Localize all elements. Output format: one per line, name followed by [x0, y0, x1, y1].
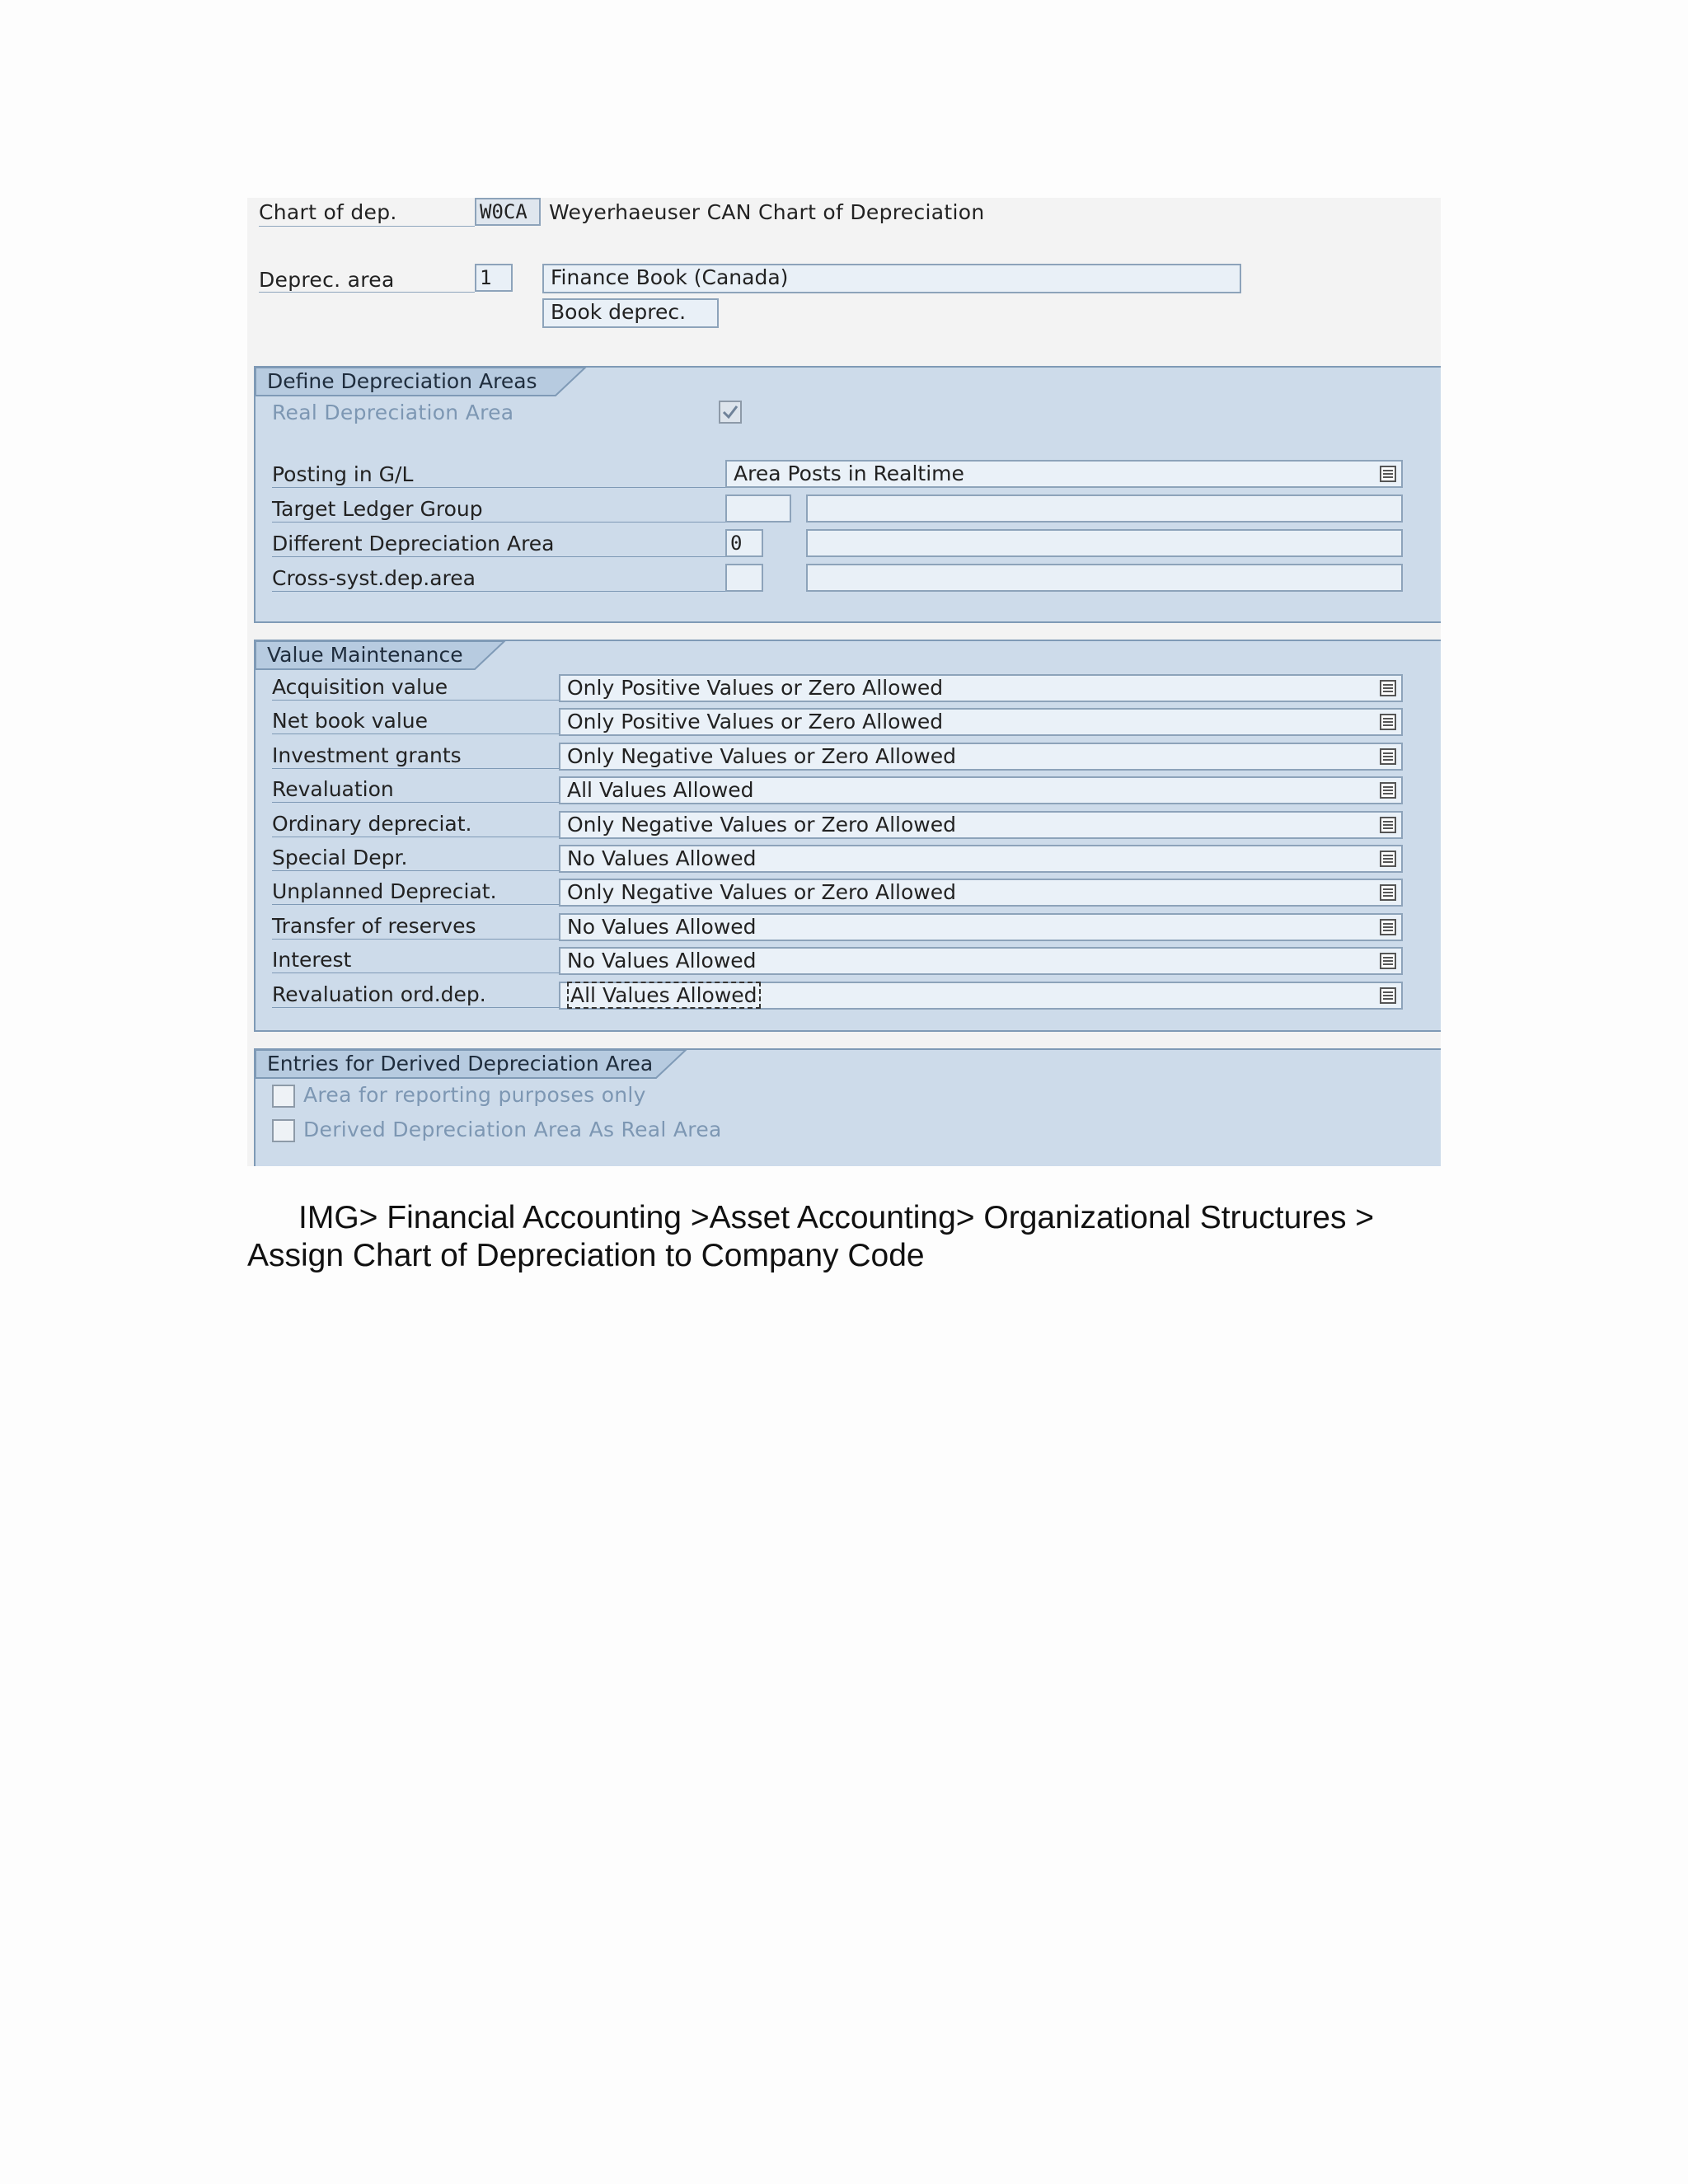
value-maintenance-value: Only Positive Values or Zero Allowed	[567, 710, 944, 733]
define-depreciation-areas-tab	[256, 368, 537, 396]
dropdown-list-icon[interactable]	[1380, 817, 1396, 833]
value-maintenance-value: Only Negative Values or Zero Allowed	[567, 813, 956, 837]
value-maintenance-row-label: Acquisition value	[272, 669, 569, 701]
dropdown-list-icon[interactable]	[1380, 851, 1396, 867]
dropdown-list-icon[interactable]	[1380, 680, 1396, 696]
derived-as-real-area-label: Derived Depreciation Area As Real Area	[303, 1118, 722, 1141]
derived-depreciation-area-group	[254, 1048, 1441, 1166]
value-maintenance-value: Only Positive Values or Zero Allowed	[567, 676, 944, 700]
chart-name-text: Weyerhaeuser CAN Chart of Depreciation	[549, 200, 985, 224]
sap-screen	[247, 198, 1441, 1166]
value-maintenance-row-label: Net book value	[272, 703, 569, 734]
derived-as-real-area-checkbox[interactable]	[272, 1119, 295, 1142]
value-maintenance-title: Value Maintenance	[267, 643, 463, 667]
value-maintenance-value: Only Negative Values or Zero Allowed	[567, 744, 956, 768]
value-maintenance-dropdown[interactable]	[559, 776, 1403, 804]
value-maintenance-row-label: Transfer of reserves	[272, 908, 569, 940]
target-ledger-group-label: Target Ledger Group	[272, 491, 734, 523]
posting-in-gl-dropdown[interactable]	[725, 460, 1403, 488]
different-depreciation-area-label: Different Depreciation Area	[272, 526, 734, 557]
value-maintenance-row-label: Interest	[272, 942, 569, 973]
value-maintenance-row-label: Revaluation	[272, 771, 569, 803]
value-maintenance-value: No Values Allowed	[567, 846, 757, 870]
value-maintenance-dropdown[interactable]	[559, 913, 1403, 941]
value-maintenance-value: All Values Allowed	[567, 982, 761, 1009]
dropdown-list-icon[interactable]	[1380, 987, 1396, 1004]
img-path-caption	[247, 1199, 1451, 1275]
chart-of-dep-label: Chart of dep.	[259, 198, 475, 227]
different-depreciation-area-desc	[806, 529, 1403, 557]
value-maintenance-dropdown[interactable]	[559, 743, 1403, 771]
dropdown-list-icon[interactable]	[1380, 782, 1396, 799]
dropdown-list-icon[interactable]	[1380, 953, 1396, 969]
define-depreciation-areas-group	[254, 366, 1441, 623]
deprec-area-label: Deprec. area	[259, 264, 475, 293]
cross-syst-dep-area-label: Cross-syst.dep.area	[272, 560, 734, 592]
value-maintenance-row-label: Revaluation ord.dep.	[272, 977, 569, 1008]
posting-in-gl-label: Posting in G/L	[272, 457, 734, 488]
value-maintenance-dropdown[interactable]	[559, 845, 1403, 873]
target-ledger-group-field[interactable]	[725, 494, 791, 523]
cross-syst-dep-area-desc	[806, 564, 1403, 592]
deprec-area-short-field[interactable]: Book deprec.	[542, 298, 719, 328]
dropdown-list-icon[interactable]	[1380, 919, 1396, 935]
value-maintenance-dropdown[interactable]	[559, 947, 1403, 975]
value-maintenance-row-label: Special Depr.	[272, 840, 569, 871]
value-maintenance-tab	[256, 641, 463, 669]
dropdown-list-icon[interactable]	[1380, 714, 1396, 730]
dropdown-list-icon[interactable]	[1380, 884, 1396, 901]
checkmark-icon	[720, 402, 740, 422]
value-maintenance-value: All Values Allowed	[567, 778, 754, 802]
target-ledger-group-desc	[806, 494, 1403, 523]
value-maintenance-group	[254, 640, 1441, 1032]
define-depreciation-areas-title: Define Depreciation Areas	[267, 369, 537, 393]
different-depreciation-area-field[interactable]: 0	[725, 529, 763, 557]
value-maintenance-value: No Values Allowed	[567, 949, 757, 972]
value-maintenance-dropdown[interactable]	[559, 982, 1403, 1010]
cross-syst-dep-area-field[interactable]	[725, 564, 763, 592]
real-depreciation-area-checkbox[interactable]	[719, 401, 742, 424]
deprec-area-name-field[interactable]: Finance Book (Canada)	[542, 264, 1241, 293]
deprec-area-number-field[interactable]: 1	[475, 264, 513, 292]
value-maintenance-row-label: Investment grants	[272, 738, 569, 769]
caption-line-2: Assign Chart of Depreciation to Company Code	[247, 1238, 925, 1273]
value-maintenance-value: Only Negative Values or Zero Allowed	[567, 880, 956, 904]
value-maintenance-dropdown[interactable]	[559, 708, 1403, 736]
dropdown-list-icon[interactable]	[1380, 748, 1396, 765]
posting-in-gl-value: Area Posts in Realtime	[734, 462, 964, 485]
value-maintenance-row-label: Unplanned Depreciat.	[272, 874, 569, 905]
real-depreciation-area-label: Real Depreciation Area	[272, 401, 514, 424]
value-maintenance-value: No Values Allowed	[567, 915, 757, 939]
reporting-purposes-label: Area for reporting purposes only	[303, 1083, 646, 1107]
value-maintenance-dropdown[interactable]	[559, 879, 1403, 907]
chart-code-field[interactable]: W0CA	[475, 198, 541, 226]
value-maintenance-dropdown[interactable]	[559, 811, 1403, 839]
value-maintenance-row-label: Ordinary depreciat.	[272, 806, 569, 837]
dropdown-list-icon[interactable]	[1380, 466, 1396, 482]
reporting-purposes-checkbox[interactable]	[272, 1085, 295, 1108]
value-maintenance-dropdown[interactable]	[559, 674, 1403, 702]
derived-depreciation-area-tab	[256, 1050, 653, 1078]
derived-depreciation-area-title: Entries for Derived Depreciation Area	[267, 1052, 654, 1076]
caption-line-1: IMG> Financial Accounting >Asset Accounting> Organizational Structures >	[298, 1200, 1375, 1235]
